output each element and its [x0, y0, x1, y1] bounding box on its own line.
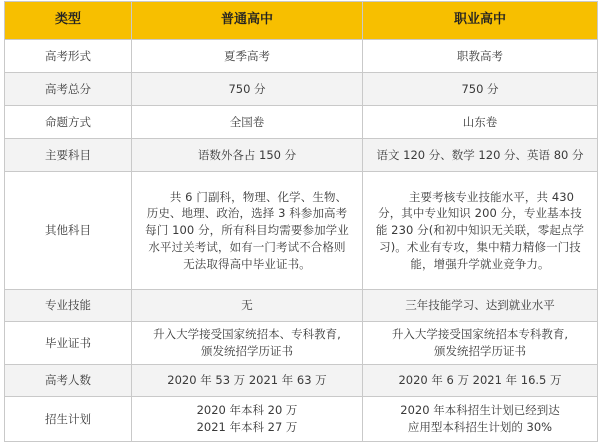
- table-row: [5, 322, 598, 365]
- general-cell: 无: [132, 290, 363, 322]
- table-row: [5, 106, 598, 139]
- header-row: [5, 2, 598, 40]
- cell-line: 应用型本科招生计划的 30%: [407, 420, 553, 434]
- cell-line: 颁发统招学历证书: [201, 344, 293, 358]
- row-label: 专业技能: [5, 290, 132, 322]
- row-label: 高考总分: [5, 73, 132, 106]
- row-label: 毕业证书: [5, 322, 132, 365]
- row-label: 其他科目: [5, 172, 132, 290]
- cell-line: 2020 年本科 20 万: [196, 403, 298, 418]
- vocational-cell: 山东卷: [363, 106, 598, 139]
- table-row: [5, 365, 598, 397]
- header-type: 类型: [5, 2, 132, 40]
- cell-line: 升入大学接受国家统招本、专科教育,: [153, 327, 341, 342]
- table-row: [5, 290, 598, 322]
- vocational-cell: 三年技能学习、达到就业水平: [363, 290, 598, 322]
- general-cell: 夏季高考: [132, 40, 363, 73]
- vocational-cell: 职教高考: [363, 40, 598, 73]
- general-cell: 750 分: [132, 73, 363, 106]
- general-cell: 全国卷: [132, 106, 363, 139]
- cell-line: 升入大学接受国家统招本专科教育,: [391, 327, 569, 342]
- general-cell: 语数外各占 150 分: [132, 139, 363, 172]
- row-label: 主要科目: [5, 139, 132, 172]
- row-label: 高考形式: [5, 40, 132, 73]
- general-cell: [132, 322, 363, 365]
- vocational-cell: 2020 年 6 万 2021 年 16.5 万: [363, 365, 598, 397]
- vocational-cell: 语文 120 分、数学 120 分、英语 80 分: [363, 139, 598, 172]
- table-row: [5, 73, 598, 106]
- general-cell: 共 6 门副科，物理、化学、生物、历史、地理、政治，选择 3 科参加高考每门 100 分，所有科目均需要参加学业水平过关考试，如有一门考试不合格则无法取得高中毕业证书。: [132, 172, 363, 290]
- table-row: [5, 40, 598, 73]
- cell-line: 颁发统招学历证书: [434, 344, 526, 358]
- vocational-cell: [363, 397, 598, 442]
- comparison-table: [4, 1, 598, 442]
- general-cell: [132, 397, 363, 442]
- general-cell: 2020 年 53 万 2021 年 63 万: [132, 365, 363, 397]
- cell-line: 2020 年本科招生计划已经到达: [400, 403, 560, 418]
- row-label: 招生计划: [5, 397, 132, 442]
- header-vocational-high-school: 职业高中: [363, 2, 598, 40]
- row-label: 高考人数: [5, 365, 132, 397]
- vocational-cell: 750 分: [363, 73, 598, 106]
- vocational-cell: [363, 322, 598, 365]
- table-row: [5, 397, 598, 442]
- vocational-cell: 主要考核专业技能水平，共 430 分，其中专业知识 200 分，专业基本技能 230 分(和初中知识无关联，零起点学习)。术业有专攻，集中精力精修一门技能，增强升学就业竞争力。: [363, 172, 598, 290]
- table-row: [5, 172, 598, 290]
- row-label: 命题方式: [5, 106, 132, 139]
- table-row: [5, 139, 598, 172]
- cell-line: 2021 年本科 27 万: [196, 420, 298, 434]
- header-general-high-school: 普通高中: [132, 2, 363, 40]
